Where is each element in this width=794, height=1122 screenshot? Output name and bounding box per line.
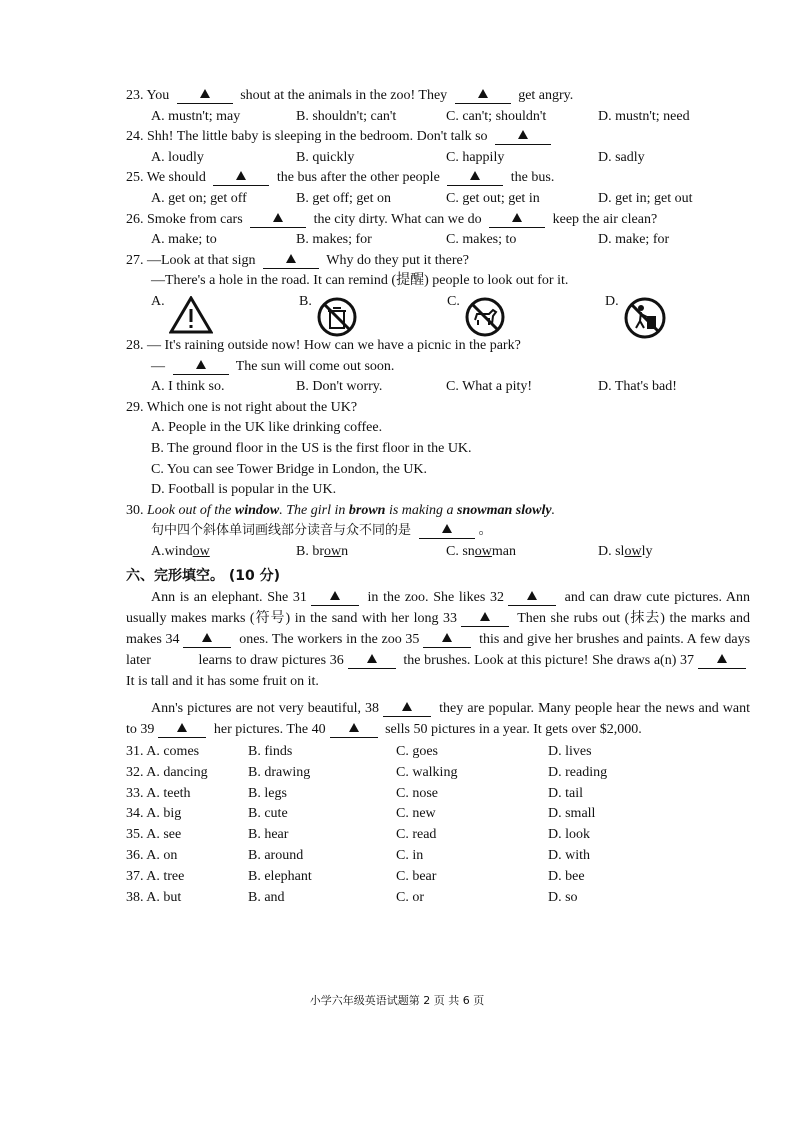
triangle-marker-icon — [480, 612, 490, 621]
cloze-option[interactable]: 33. A. teeth — [126, 785, 191, 801]
warning-triangle-icon — [169, 296, 213, 334]
triangle-marker-icon — [518, 130, 528, 139]
question-30: 30. Look out of the window. The girl in brown is making a snowman slowly. — [126, 502, 556, 518]
cloze-options — [126, 742, 750, 908]
option-d[interactable]: D. — [605, 292, 667, 340]
cloze-option[interactable]: B. drawing — [248, 764, 311, 780]
cloze-option[interactable]: B. elephant — [248, 868, 312, 884]
answer-blank[interactable] — [173, 360, 229, 375]
triangle-marker-icon — [196, 360, 206, 369]
question-30-instruction: 句中四个斜体单词画线部分读音与众不同的是 。 — [151, 523, 493, 539]
triangle-marker-icon — [236, 171, 246, 180]
cloze-option[interactable]: C. in — [396, 848, 424, 864]
cloze-option[interactable]: C. walking — [396, 764, 458, 780]
option-c[interactable]: C. makes; to — [446, 232, 517, 248]
section-title: 六、完形填空。 (10 分) — [126, 568, 281, 585]
option-d[interactable]: D. make; for — [598, 232, 670, 248]
cloze-option[interactable]: 35. A. see — [126, 827, 182, 843]
answer-blank[interactable] — [423, 633, 471, 648]
cloze-option[interactable]: D. look — [548, 827, 590, 843]
question-23: 23. You shout at the animals in the zoo! They get angry. — [126, 88, 574, 103]
triangle-marker-icon — [402, 702, 412, 711]
option-b[interactable]: B. makes; for — [296, 232, 372, 248]
answer-blank[interactable] — [447, 171, 503, 186]
cloze-paragraph-2: Ann's pictures are not very beautiful, 38 they are popular. Many people hear the news and want to 39 her pictures. The 40 sells 50 pictures in a year. It gets over $2,000. — [126, 701, 750, 738]
answer-blank[interactable] — [158, 723, 206, 738]
option-a[interactable]: A. make; to — [151, 232, 217, 248]
cloze-option[interactable]: D. small — [548, 806, 596, 822]
option-b[interactable]: B. shouldn't; can't — [296, 108, 397, 124]
answer-blank[interactable] — [698, 654, 746, 669]
option-a[interactable]: A. loudly — [151, 149, 204, 165]
question-28-reply: — The sun will come out soon. — [151, 358, 395, 374]
question-24: 24. Shh! The little baby is sleeping in the bedroom. Don't talk so — [126, 127, 750, 148]
option-c[interactable]: C. You can see Tower Bridge in London, the UK. — [151, 461, 428, 477]
option-b[interactable]: B. — [299, 292, 447, 338]
cloze-option[interactable]: D. reading — [548, 764, 608, 780]
cloze-option[interactable]: C. or — [396, 889, 424, 905]
answer-blank[interactable] — [213, 171, 269, 186]
triangle-marker-icon — [527, 591, 537, 600]
triangle-marker-icon — [367, 654, 377, 663]
option-c[interactable]: C. can't; shouldn't — [446, 108, 547, 124]
triangle-marker-icon — [478, 89, 488, 98]
cloze-option[interactable]: B. legs — [248, 785, 287, 801]
triangle-marker-icon — [512, 213, 522, 222]
option-a[interactable]: A.window — [151, 543, 210, 559]
answer-blank[interactable] — [348, 654, 396, 669]
cloze-option[interactable]: 37. A. tree — [126, 868, 185, 884]
answer-blank[interactable] — [330, 723, 378, 738]
cloze-paragraph-1: Ann is an elephant. She 31 in the zoo. She likes 32 and can draw cute pictures. Ann usually makes marks (符号) in the sand with her long 33 Then she rubs out (抹去) the marks and makes 34 ones. The workers in the zoo 35 this and give her brushes and paints. A few days later learns to draw pictures 36 the brushes. Look at this picture! She draws a(n) 37 It is tall and it has some fruit on it. — [126, 590, 751, 690]
question-27-reply: —There's a hole in the road. It can remind (提醒) people to look out for it. — [151, 273, 569, 289]
cloze-option[interactable]: B. around — [248, 848, 304, 864]
option-c[interactable]: C. — [447, 292, 605, 338]
answer-blank[interactable] — [508, 591, 556, 606]
question-29: 29. Which one is not right about the UK? — [126, 399, 358, 415]
option-d[interactable]: D. That's bad! — [598, 379, 677, 395]
triangle-marker-icon — [470, 171, 480, 180]
cloze-option[interactable]: B. hear — [248, 827, 289, 843]
option-c[interactable]: C. What a pity! — [446, 379, 533, 395]
triangle-marker-icon — [717, 654, 727, 663]
cloze-option[interactable]: D. bee — [548, 868, 585, 884]
option-d[interactable]: D. slowly — [598, 543, 653, 559]
triangle-marker-icon — [349, 723, 359, 732]
options-27 — [126, 292, 750, 336]
cloze-option[interactable]: C. nose — [396, 785, 438, 801]
answer-blank[interactable] — [263, 254, 319, 269]
answer-blank[interactable] — [461, 612, 509, 627]
cloze-option[interactable]: B. finds — [248, 744, 293, 760]
option-a[interactable]: A. get on; get off — [151, 190, 247, 206]
cloze-option[interactable]: B. cute — [248, 806, 288, 822]
cloze-option[interactable]: 38. A. but — [126, 889, 182, 905]
answer-blank[interactable] — [250, 213, 306, 228]
cloze-option[interactable]: C. read — [396, 827, 437, 843]
no-littering-icon — [316, 296, 358, 338]
option-a[interactable]: A. People in the UK like drinking coffee. — [151, 420, 383, 436]
options-28 — [126, 377, 750, 398]
option-b[interactable]: B. quickly — [296, 149, 355, 165]
exam-page — [126, 86, 750, 908]
cloze-option[interactable]: D. tail — [548, 785, 583, 801]
cloze-option[interactable]: B. and — [248, 889, 285, 905]
no-trash-bin-icon — [623, 296, 667, 340]
cloze-option[interactable]: 32. A. dancing — [126, 764, 208, 780]
triangle-marker-icon — [202, 633, 212, 642]
option-b[interactable]: B. Don't worry. — [296, 379, 383, 395]
cloze-option[interactable]: C. goes — [396, 744, 438, 760]
question-25: 25. We should the bus after the other people the bus. — [126, 170, 555, 186]
option-a[interactable]: A. I think so. — [151, 379, 225, 395]
options-26 — [126, 230, 750, 251]
cloze-option[interactable]: D. with — [548, 848, 590, 864]
answer-blank[interactable] — [495, 130, 551, 145]
option-a[interactable]: A. — [151, 292, 299, 334]
cloze-option[interactable]: 34. A. big — [126, 806, 182, 822]
triangle-marker-icon — [442, 524, 452, 533]
triangle-marker-icon — [200, 89, 210, 98]
triangle-marker-icon — [330, 591, 340, 600]
cloze-option[interactable]: D. lives — [548, 744, 592, 760]
option-d[interactable]: D. get in; get out — [598, 190, 693, 206]
cloze-option[interactable]: C. new — [396, 806, 436, 822]
cloze-option[interactable]: D. so — [548, 889, 578, 905]
cloze-option[interactable]: 36. A. on — [126, 848, 178, 864]
option-d[interactable]: D. sadly — [598, 149, 645, 165]
option-b[interactable]: B. get off; get on — [296, 190, 392, 206]
cloze-option[interactable]: 31. A. comes — [126, 744, 200, 760]
option-c[interactable]: C. get out; get in — [446, 190, 540, 206]
triangle-marker-icon — [286, 254, 296, 263]
answer-blank[interactable] — [455, 89, 511, 104]
option-b[interactable]: B. The ground floor in the US is the first floor in the UK. — [151, 440, 472, 456]
options-23 — [126, 107, 750, 128]
answer-blank[interactable] — [311, 591, 359, 606]
options-30 — [126, 542, 750, 563]
question-28: 28. — It's raining outside now! How can we have a picnic in the park? — [126, 337, 521, 353]
option-d[interactable]: D. mustn't; need — [598, 108, 690, 124]
answer-blank[interactable] — [419, 524, 475, 539]
options-24 — [126, 148, 750, 169]
question-27: 27. —Look at that sign Why do they put it there? — [126, 252, 469, 268]
options-25 — [126, 189, 750, 210]
triangle-marker-icon — [442, 633, 452, 642]
option-c[interactable]: C. snowman — [446, 543, 517, 559]
answer-blank[interactable] — [489, 213, 545, 228]
answer-blank[interactable] — [177, 89, 233, 104]
question-26: 26. Smoke from cars the city dirty. What can we do keep the air clean? — [126, 211, 658, 227]
option-a[interactable]: A. mustn't; may — [151, 108, 241, 124]
triangle-marker-icon — [177, 723, 187, 732]
no-dogs-icon — [464, 296, 506, 338]
cloze-option[interactable]: C. bear — [396, 868, 437, 884]
answer-blank[interactable] — [183, 633, 231, 648]
answer-blank[interactable] — [383, 702, 431, 717]
page-footer: 小学六年级英语试题第 2 页 共 6 页 — [309, 994, 485, 1007]
option-d[interactable]: D. Football is popular in the UK. — [151, 482, 337, 498]
option-b[interactable]: B. brown — [296, 543, 349, 559]
option-c[interactable]: C. happily — [446, 149, 505, 165]
triangle-marker-icon — [273, 213, 283, 222]
